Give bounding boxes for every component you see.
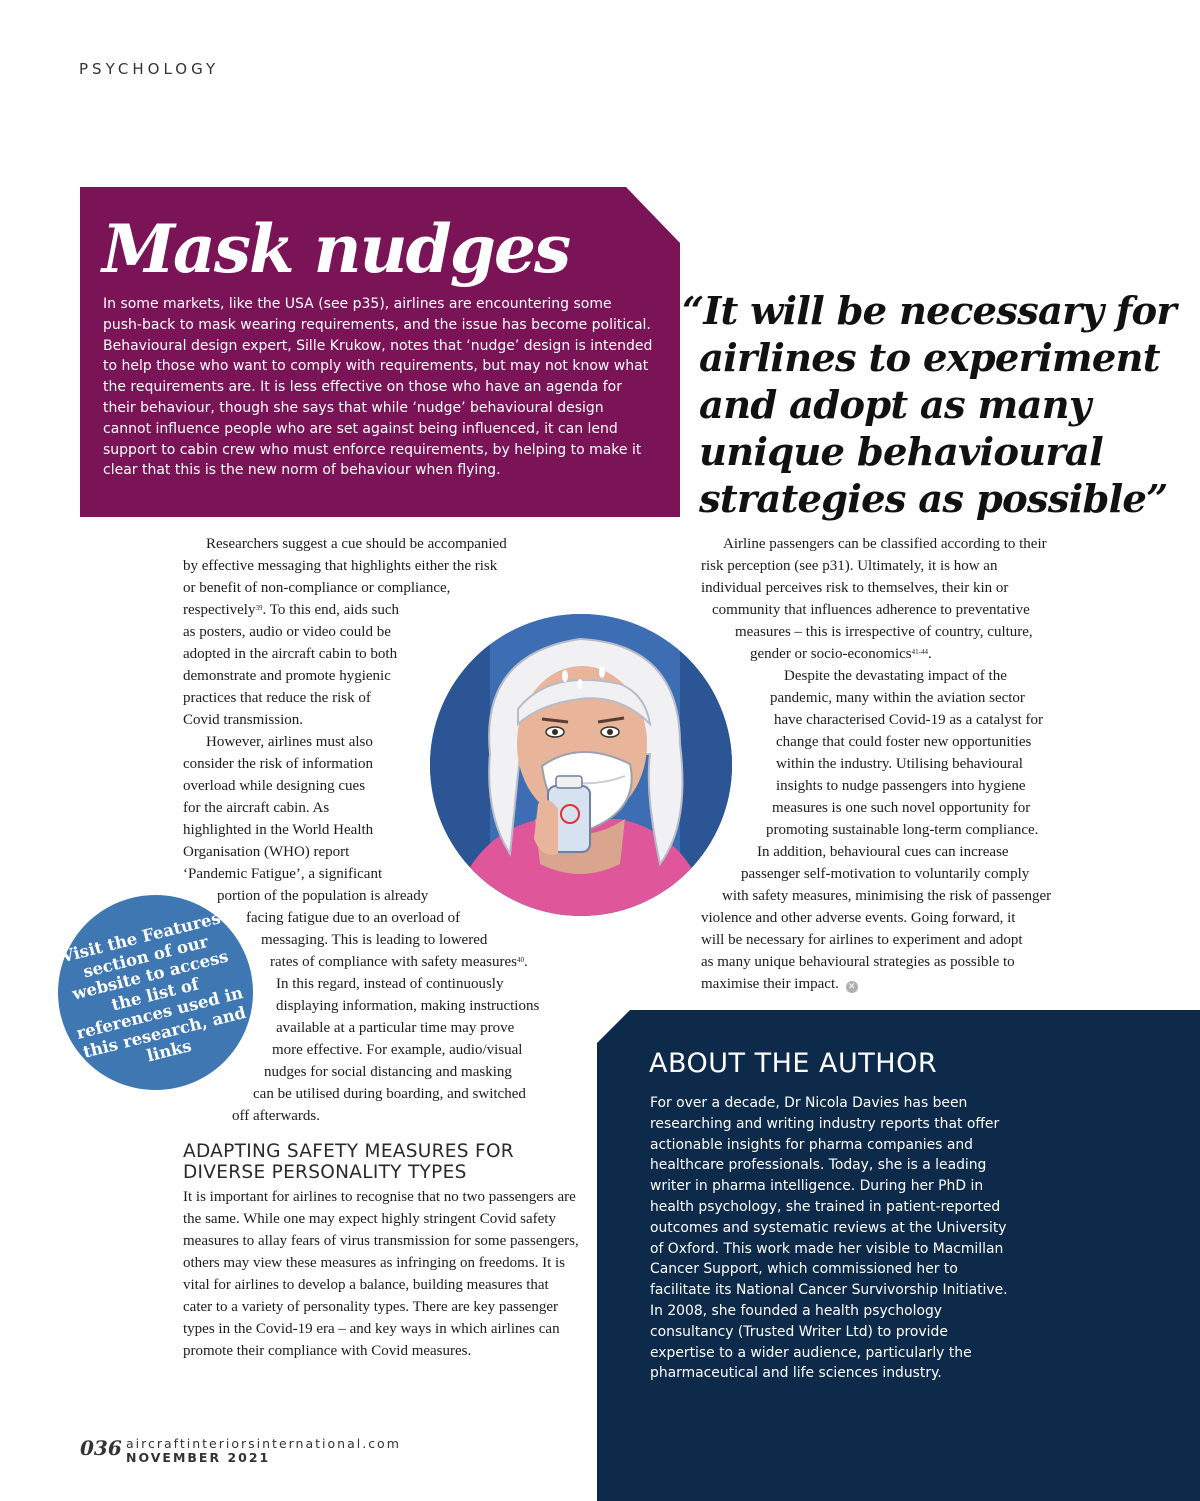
text-line: have characterised Covid-19 as a catalyst for: [774, 712, 1044, 728]
text-line: promoting sustainable long-term compliance.: [766, 822, 1039, 838]
subsection-heading: ADAPTING SAFETY MEASURES FOR DIVERSE PERSONALITY TYPES: [183, 1141, 514, 1183]
text-line: facing fatigue due to an overload of: [246, 910, 461, 926]
text-line: However, airlines must also: [206, 734, 373, 750]
text-line: In addition, behavioural cues can increase: [757, 844, 1009, 860]
text-line: will be necessary for airlines to experiment and adopt: [701, 932, 1023, 948]
text-line: individual perceives risk to themselves, their kin or: [701, 580, 1009, 596]
page-number: 036: [80, 1436, 122, 1460]
text-line: Despite the devastating impact of the: [784, 668, 1007, 684]
text-line: passenger self-motivation to voluntarily comply: [741, 866, 1030, 882]
text-line: or benefit of non-compliance or compliance,: [183, 580, 451, 596]
text-line: Airline passengers can be classified according to their: [723, 536, 1047, 552]
text-line: off afterwards.: [232, 1108, 321, 1124]
text-line: pandemic, many within the aviation sector: [770, 690, 1025, 706]
subsection-text: It is important for airlines to recognise that no two passengers are the same. While one may expect highly stringent Covid safety measures to allay fears of virus transmission for some passengers, others may view these measures as infringing on freedoms. It is vital for airlines to develop a balance, building measures that cater to a variety of personality types. There are key passenger types in the Covid-19 era – and key ways in which airlines can promote their compliance with Covid measures.: [183, 1189, 579, 1359]
text-line: as posters, audio or video could be: [183, 624, 391, 640]
text-line: risk perception (see p31). Ultimately, it is how an: [701, 558, 998, 574]
text-line: Covid transmission.: [183, 712, 304, 728]
text-line: highlighted in the World Health: [183, 822, 374, 838]
end-of-article-icon: ✕: [846, 981, 858, 993]
text-line: ‘Pandemic Fatigue’, a significant: [183, 866, 383, 882]
text-line: nudges for social distancing and masking: [264, 1064, 512, 1080]
author-title: ABOUT THE AUTHOR: [649, 1048, 938, 1079]
right-column: [701, 533, 1101, 995]
text-line: messaging. This is leading to lowered: [261, 932, 488, 948]
text-line: maximise their impact. ✕: [701, 973, 1101, 995]
author-bio: For over a decade, Dr Nicola Davies has been researching and writing industry reports that offer actionable insights for pharma companies and healthcare professionals. Today, she is a leading writer in pharma intelligence. During her PhD in health psychology, she trained in patient-reported outcomes and systematic reviews at the University of Oxford. This work made her visible to Macmillan Cancer Support, which commissioned her to facilitate its National Cancer Survivorship Initiative. In 2008, she founded a health psychology consultancy (Trusted Writer Ltd) to provide expertise to a wider audience, particularly the pharmaceutical and life sciences industry.: [650, 1095, 1008, 1382]
pull-quote: [682, 288, 1192, 523]
references-callout-text: Visit the Features section of our website to access the list of references used in this research, and links: [59, 908, 248, 1066]
woman-with-mask-illustration: [430, 614, 732, 916]
text-line: Organisation (WHO) report: [183, 844, 350, 860]
intro-text: In some markets, like the USA (see p35), airlines are encountering some push-back to mask wearing requirements, and the issue has become political. Behavioural design expert, Sille Krukow, notes that ‘nudge’ design is intended to help those who want to comply with requirements, but may not know what the requirements are. It is less effective on those who have an agenda for their behaviour, though she says that while ‘nudge’ behavioural design cannot influence people who are set against being influenced, it can lend support to cabin crew who must enforce requirements, by helping to make it clear that this is the new norm of behaviour when flying.: [103, 296, 653, 479]
text-line: In this regard, instead of continuously: [276, 976, 504, 992]
text-line: insights to nudge passengers into hygiene: [776, 778, 1026, 794]
pull-quote-line: strategies as possible”: [699, 477, 1168, 522]
pull-quote-line: unique behavioural: [699, 430, 1103, 475]
pull-quote-line: airlines to experiment: [699, 336, 1160, 381]
text-line: portion of the population is already: [217, 888, 429, 904]
text-line: Researchers suggest a cue should be accompanied: [206, 536, 507, 552]
text-line: measures – this is irrespective of country, culture,: [735, 624, 1033, 640]
text-line: community that influences adherence to preventative: [712, 602, 1030, 618]
text-line: measures is one such novel opportunity for: [772, 800, 1031, 816]
text-line: demonstrate and promote hygienic: [183, 668, 391, 684]
text-line: change that could foster new opportunities: [776, 734, 1032, 750]
pull-quote-line: and adopt as many: [699, 383, 1091, 428]
text-line: for the aircraft cabin. As: [183, 800, 330, 816]
text-line: gender or socio-economics$^{41-44}$.: [750, 646, 932, 662]
text-line: by effective messaging that highlights either the risk: [183, 558, 498, 574]
text-line: displaying information, making instructions: [276, 998, 540, 1014]
section-label: PSYCHOLOGY: [79, 60, 220, 78]
text-line: more effective. For example, audio/visual: [272, 1042, 523, 1058]
text-line: consider the risk of information: [183, 756, 373, 772]
pull-quote-line: “It will be necessary for: [682, 289, 1176, 334]
text-line: practices that reduce the risk of: [183, 690, 371, 706]
text-line: as many unique behavioural strategies as possible to: [701, 954, 1015, 970]
text-line: can be utilised during boarding, and switched: [253, 1086, 526, 1102]
text-line: with safety measures, minimising the risk of passenger: [722, 888, 1052, 904]
text-line: respectively$^{39}$. To this end, aids such: [183, 602, 400, 618]
illustration-svg: [430, 614, 732, 916]
text-line: within the industry. Utilising behavioural: [776, 756, 1023, 772]
article-title: Mask nudges: [102, 210, 570, 288]
text-line: adopted in the aircraft cabin to both: [183, 646, 398, 662]
text-line: violence and other adverse events. Going forward, it: [701, 910, 1016, 926]
text-line: available at a particular time may prove: [276, 1020, 515, 1036]
text-line: overload while designing cues: [183, 778, 366, 794]
footer-date: NOVEMBER 2021: [126, 1450, 271, 1465]
footer-website: aircraftinteriorsinternational.com: [126, 1436, 401, 1451]
text-line: rates of compliance with safety measures$^{40}$.: [270, 954, 528, 970]
